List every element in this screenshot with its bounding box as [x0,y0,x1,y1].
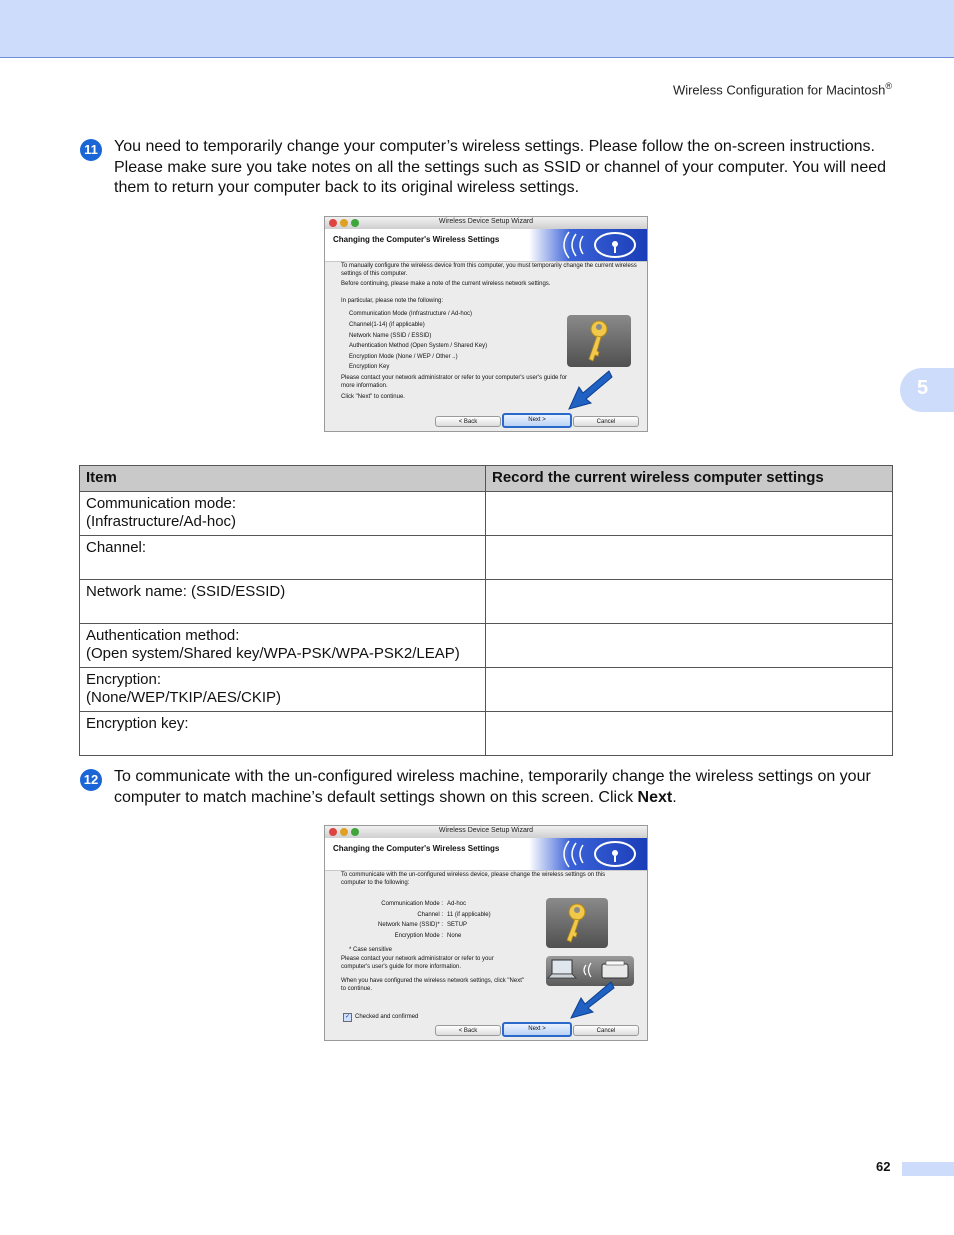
record-cell [486,623,893,667]
key-icon [546,898,608,948]
dialog-text: Before continuing, please make a note of the current wireless network settings. [341,281,551,288]
column-header-record: Record the current wireless computer settings [486,466,893,492]
dialog-header [325,838,647,871]
item-cell: Network name: (SSID/ESSID) [80,579,486,623]
record-cell [486,491,893,535]
list-item: Authentication Method (Open System / Shared Key) [349,343,488,350]
dialog-text: Please contact your network administrator or refer to your computer's user's guide for more information. [341,374,568,389]
table-row [80,667,893,711]
step-instruction-text: To communicate with the un-configured wireless machine, temporarily change the wireless settings on your computer to match machine’s default settings shown on this screen. Click Next. [114,768,871,806]
required-settings-list [341,901,541,943]
step-number-badge: 12 [80,769,102,791]
list-item: Channel(1-14) (if applicable) [349,321,425,328]
case-sensitive-note: * Case sensitive [349,946,393,953]
list-item: Encryption Mode (None / WEP / Other ..) [349,353,458,360]
record-cell [486,579,893,623]
wizard-dialog-screenshot-1 [324,216,648,432]
confirm-checkbox-label: Checked and confirmed [355,1014,419,1020]
setting-row: Encryption Mode : None [394,932,462,939]
list-item: Communication Mode (Infrastructure / Ad-hoc) [349,311,473,318]
dialog-text: Click "Next" to continue. [341,394,405,401]
setting-row: Network Name (SSID)* : SETUP [377,922,468,929]
list-item: Encryption Key [349,364,390,371]
table-row [80,535,893,579]
dialog-text: To communicate with the un-configured wireless device, please change the wireless settings on this computer to the following: [341,872,606,886]
pointer-arrow-icon [567,978,617,1022]
dialog-text: To manually configure the wireless device from this computer, you must temporarily change the current wireless settings of this computer. [341,263,637,277]
step-instruction-text: You need to temporarily change your computer’s wireless settings. Please follow the on-screen instructions. Please make sure you take notes on all the settings such as SSID or channel of your computer. You will need them to return your computer back to its original wireless settings. [114,138,887,196]
window-title: Wireless Device Setup Wizard [438,218,534,225]
table-header-row [80,466,893,492]
table-row [80,579,893,623]
cancel-button[interactable]: Cancel [573,1025,639,1036]
cancel-button[interactable]: Cancel [573,416,639,427]
next-button[interactable]: Next > [502,1022,572,1037]
wireless-banner-icon [529,229,647,261]
wireless-banner-icon [529,838,647,870]
table-row [80,711,893,755]
pointer-arrow-icon [565,367,615,413]
record-cell [486,711,893,755]
dialog-text: Please contact your network administrator or refer to your computer's user's guide for more information. [341,956,494,970]
page-number-bar [902,1162,954,1176]
top-header-band [0,0,954,58]
setting-row: Communication Mode : Ad-hoc [381,901,467,908]
dialog-header-title: Changing the Computer's Wireless Settings [333,844,500,853]
back-button[interactable]: < Back [435,416,501,427]
item-cell: Encryption key: [80,711,486,755]
list-item: Network Name (SSID / ESSID) [349,332,432,339]
column-header-item: Item [80,466,486,492]
running-title: Wireless Configuration for Macintosh® [672,81,892,98]
table-row [80,623,893,667]
confirm-checkbox[interactable]: ✓ [344,1014,351,1020]
settings-list [349,311,549,375]
window-title: Wireless Device Setup Wizard [438,827,534,834]
setting-row: Channel : 11 (if applicable) [417,911,491,918]
table-row [80,491,893,535]
item-cell: Authentication method: (Open system/Shared key/WPA-PSK/WPA-PSK2/LEAP) [80,623,486,667]
chapter-tab: 5 [900,368,954,412]
dialog-header [325,229,647,262]
wizard-dialog-screenshot-2 [324,825,648,1041]
item-cell: Communication mode: (Infrastructure/Ad-hoc) [80,491,486,535]
dialog-header-title: Changing the Computer's Wireless Settings [333,235,500,244]
page-number: 62 [876,1159,891,1174]
step-number-badge: 11 [80,139,102,161]
dialog-text: When you have configured the wireless network settings, click "Next" to continue. [341,978,525,992]
settings-record-table [79,465,893,756]
key-icon [567,315,631,367]
record-cell [486,535,893,579]
item-cell: Encryption: (None/WEP/TKIP/AES/CKIP) [80,667,486,711]
record-cell [486,667,893,711]
next-button[interactable]: Next > [502,413,572,428]
back-button[interactable]: < Back [435,1025,501,1036]
item-cell: Channel: [80,535,486,579]
dialog-text: In particular, please note the following: [341,297,444,304]
